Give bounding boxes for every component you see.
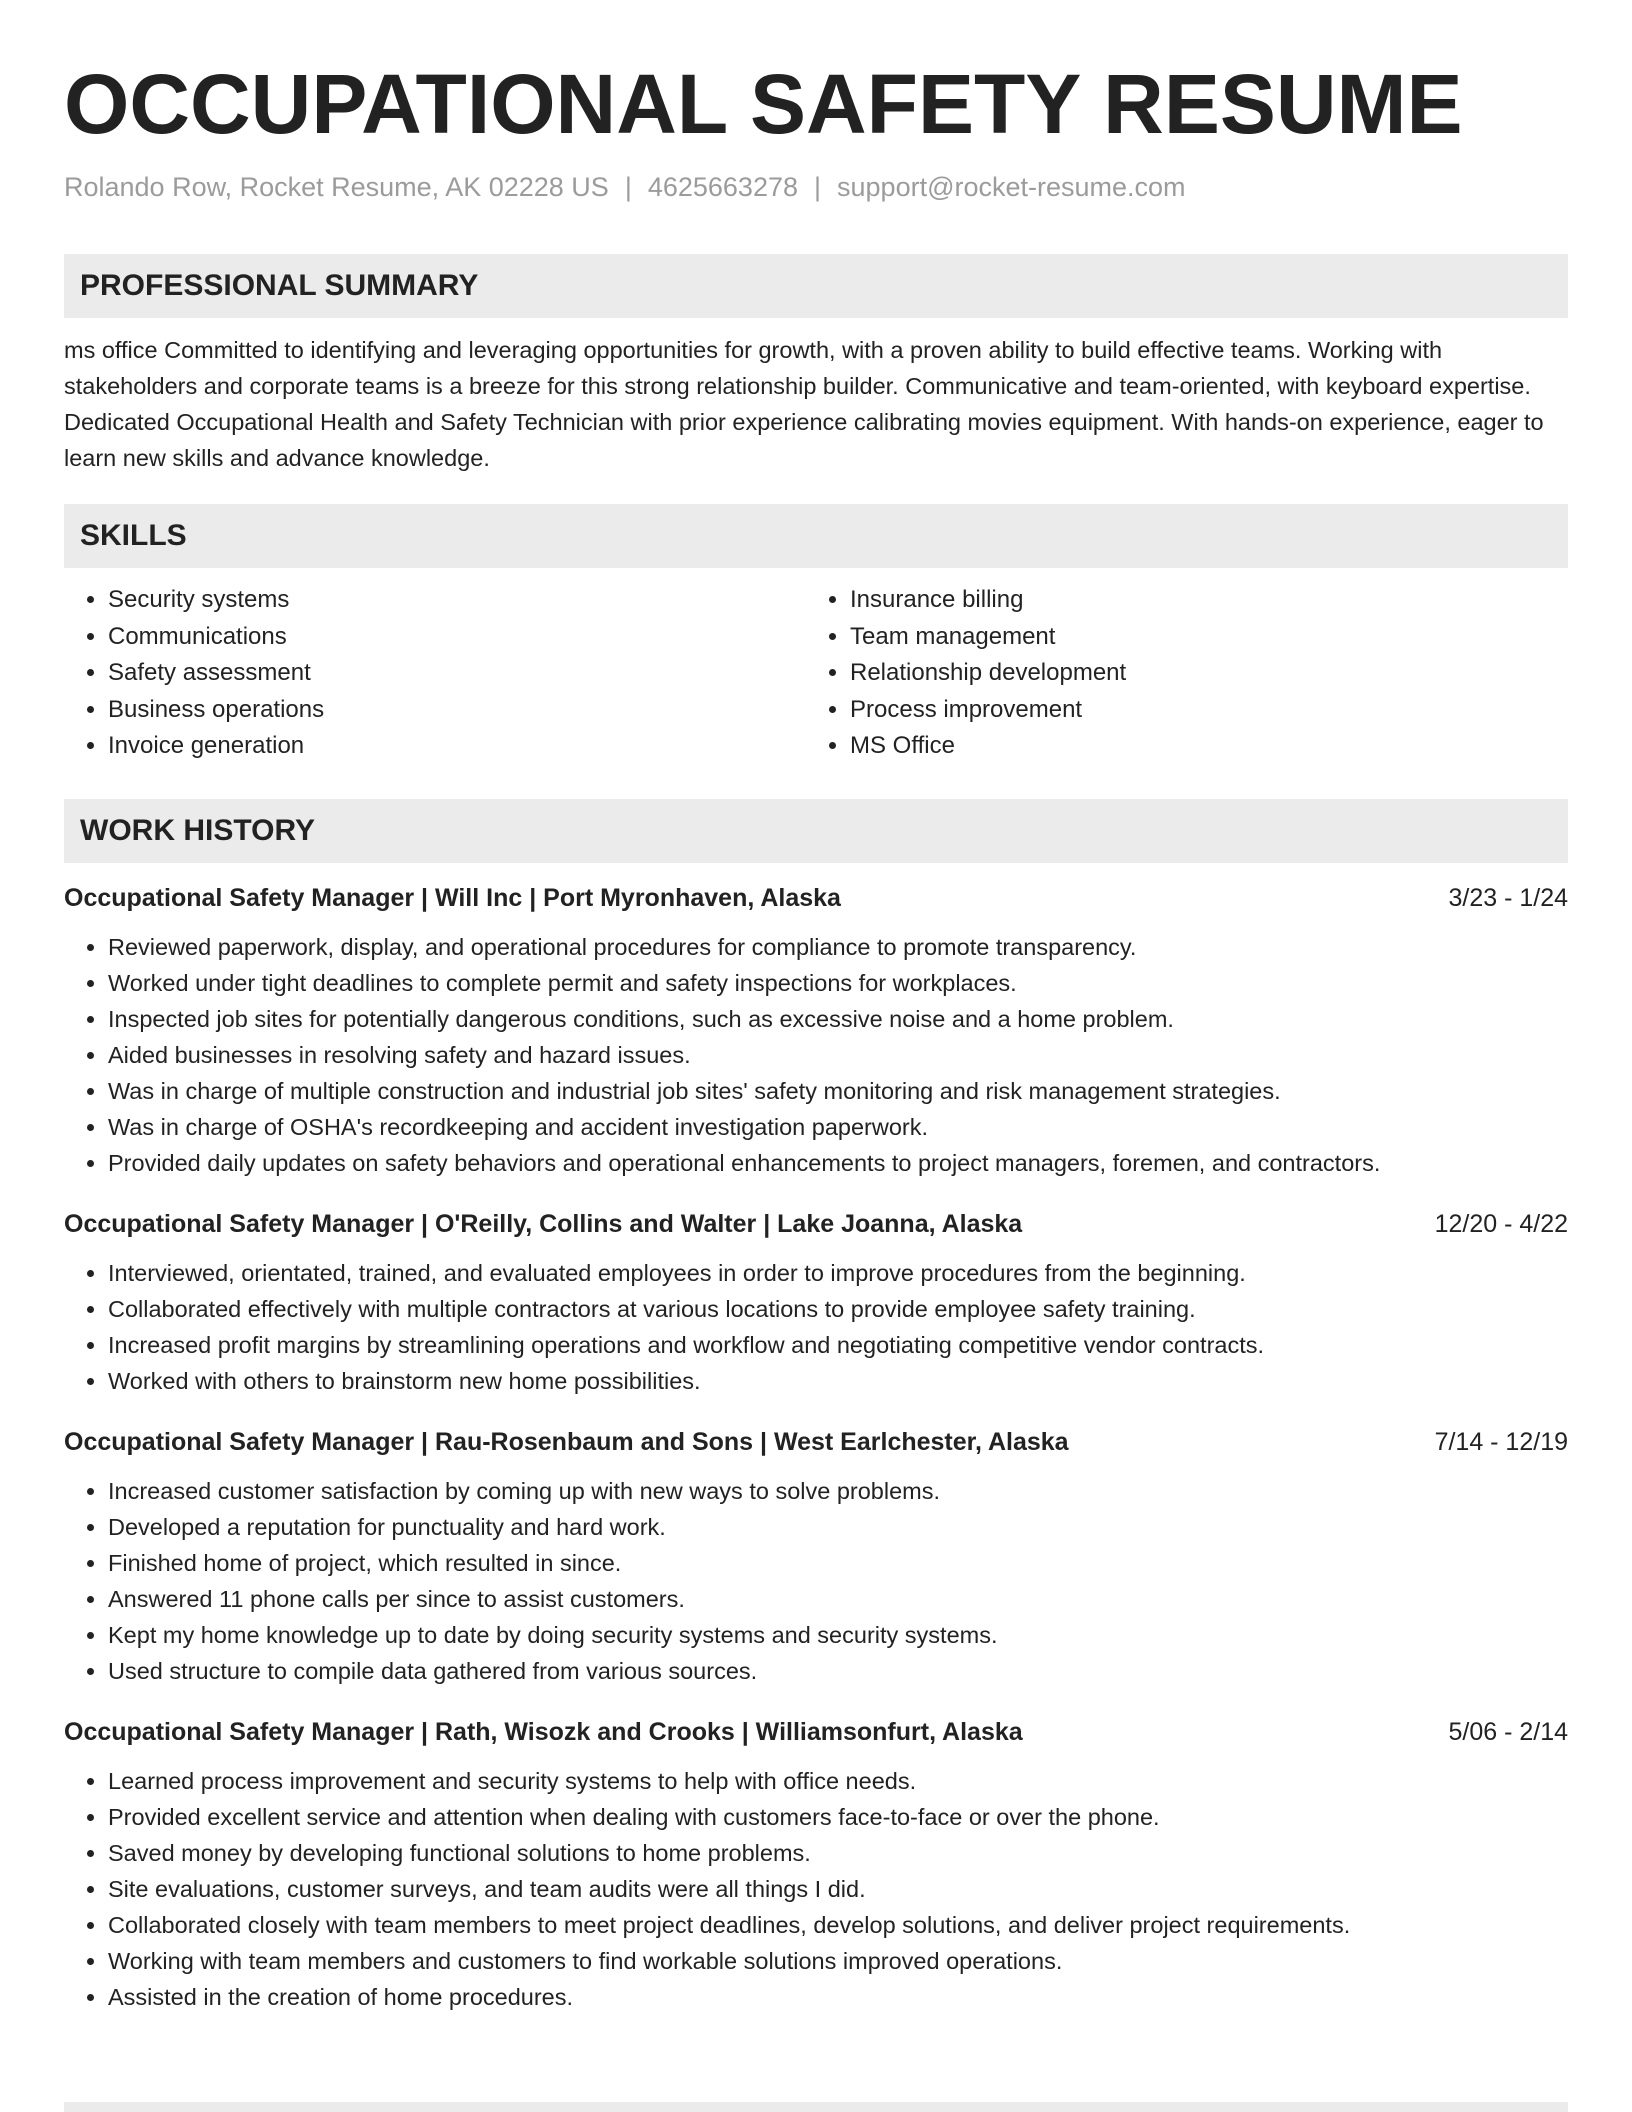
skill-item: • Safety assessment (108, 655, 806, 692)
job-bullet: • Aided businesses in resolving safety and hazard issues. (108, 1037, 1568, 1073)
contact-phone: 4625663278 (647, 172, 798, 202)
job-header (64, 881, 1568, 915)
job-bullets (64, 929, 1568, 1181)
job-bullet: • Worked under tight deadlines to complete permit and safety inspections for workplaces. (108, 965, 1568, 1001)
section-header-skills: SKILLS (64, 504, 1568, 568)
section-header-work-history: WORK HISTORY (64, 799, 1568, 863)
job-bullet: • Used structure to compile data gathered from various sources. (108, 1653, 1568, 1689)
skill-item: • Business operations (108, 692, 806, 729)
job-title: Occupational Safety Manager | O'Reilly, Collins and Walter | Lake Joanna, Alaska (64, 1209, 1023, 1238)
skills-column-left (64, 582, 806, 765)
job-entry (64, 1715, 1568, 2015)
job-bullet: • Answered 11 phone calls per since to assist customers. (108, 1581, 1568, 1617)
skills-column-right (806, 582, 1548, 765)
skill-item: • Process improvement (850, 692, 1548, 729)
contact-email: support@rocket-resume.com (837, 172, 1186, 202)
job-bullet: • Reviewed paperwork, display, and operational procedures for compliance to promote transparency. (108, 929, 1568, 965)
job-bullet: • Collaborated closely with team members to meet project deadlines, develop solutions, and deliver project requirements. (108, 1907, 1568, 1943)
job-bullet: • Inspected job sites for potentially dangerous conditions, such as excessive noise and a home problem. (108, 1001, 1568, 1037)
contact-separator: | (814, 172, 822, 202)
job-bullet: • Kept my home knowledge up to date by doing security systems and security systems. (108, 1617, 1568, 1653)
skill-item: • Security systems (108, 582, 806, 619)
section-header-summary: PROFESSIONAL SUMMARY (64, 254, 1568, 318)
job-bullet: • Interviewed, orientated, trained, and evaluated employees in order to improve procedures from the beginning. (108, 1255, 1568, 1291)
skills-grid (64, 582, 1568, 765)
job-entry (64, 1425, 1568, 1689)
job-title: Occupational Safety Manager | Rath, Wisozk and Crooks | Williamsonfurt, Alaska (64, 1717, 1023, 1746)
contact-separator: | (624, 172, 632, 202)
job-header (64, 1207, 1568, 1241)
job-bullet: • Provided daily updates on safety behaviors and operational enhancements to project managers, foremen, and contractors. (108, 1145, 1568, 1181)
skill-item: • Invoice generation (108, 728, 806, 765)
job-bullet: • Finished home of project, which resulted in since. (108, 1545, 1568, 1581)
skill-item: • Communications (108, 619, 806, 656)
job-header (64, 1715, 1568, 1749)
job-bullet: • Working with team members and customers to find workable solutions improved operations. (108, 1943, 1568, 1979)
job-bullets (64, 1763, 1568, 2015)
job-bullet: • Learned process improvement and security systems to help with office needs. (108, 1763, 1568, 1799)
job-title: Occupational Safety Manager | Rau-Rosenbaum and Sons | West Earlchester, Alaska (64, 1427, 1069, 1456)
job-bullet: • Worked with others to brainstorm new home possibilities. (108, 1363, 1568, 1399)
job-bullet: • Was in charge of multiple construction and industrial job sites' safety monitoring and risk management strategies. (108, 1073, 1568, 1109)
resume-title: OCCUPATIONAL SAFETY RESUME (64, 57, 1463, 151)
job-bullet: • Was in charge of OSHA's recordkeeping and accident investigation paperwork. (108, 1109, 1568, 1145)
job-dates: 7/14 - 12/19 (1434, 1427, 1568, 1456)
job-bullet: • Collaborated effectively with multiple contractors at various locations to provide employee safety training. (108, 1291, 1568, 1327)
contact-address: Rolando Row, Rocket Resume, AK 02228 US (64, 172, 609, 202)
skill-item: • MS Office (850, 728, 1548, 765)
skill-item: • Relationship development (850, 655, 1548, 692)
job-bullets (64, 1255, 1568, 1399)
job-entry (64, 881, 1568, 1181)
job-bullet: • Assisted in the creation of home procedures. (108, 1979, 1568, 2015)
job-dates: 12/20 - 4/22 (1434, 1209, 1568, 1238)
job-bullet: • Increased customer satisfaction by coming up with new ways to solve problems. (108, 1473, 1568, 1509)
job-bullet: • Provided excellent service and attention when dealing with customers face-to-face or over the phone. (108, 1799, 1568, 1835)
job-entry (64, 1207, 1568, 1399)
job-bullet: • Increased profit margins by streamlining operations and workflow and negotiating competitive vendor contracts. (108, 1327, 1568, 1363)
job-bullet: • Site evaluations, customer surveys, and team audits were all things I did. (108, 1871, 1568, 1907)
skill-item: • Insurance billing (850, 582, 1548, 619)
job-bullets (64, 1473, 1568, 1689)
job-dates: 3/23 - 1/24 (1448, 883, 1568, 912)
job-bullet: • Saved money by developing functional solutions to home problems. (108, 1835, 1568, 1871)
job-header (64, 1425, 1568, 1459)
contact-line (64, 170, 1568, 204)
summary-text: ms office Committed to identifying and leveraging opportunities for growth, with a proven ability to build effective teams. Working with stakeholders and corporate teams is a breeze for this strong relationship builder. Communicative and team-oriented, with keyboard expertise. Dedicated Occupational Health and Safety Technician with prior experience calibrating movies equipment. With hands-on experience, eager to learn new skills and advance knowledge. (64, 337, 1544, 471)
job-title: Occupational Safety Manager | Will Inc | Port Myronhaven, Alaska (64, 883, 841, 912)
job-dates: 5/06 - 2/14 (1448, 1717, 1568, 1746)
skill-item: • Team management (850, 619, 1548, 656)
next-section-header-edge (64, 2102, 1568, 2112)
job-bullet: • Developed a reputation for punctuality and hard work. (108, 1509, 1568, 1545)
